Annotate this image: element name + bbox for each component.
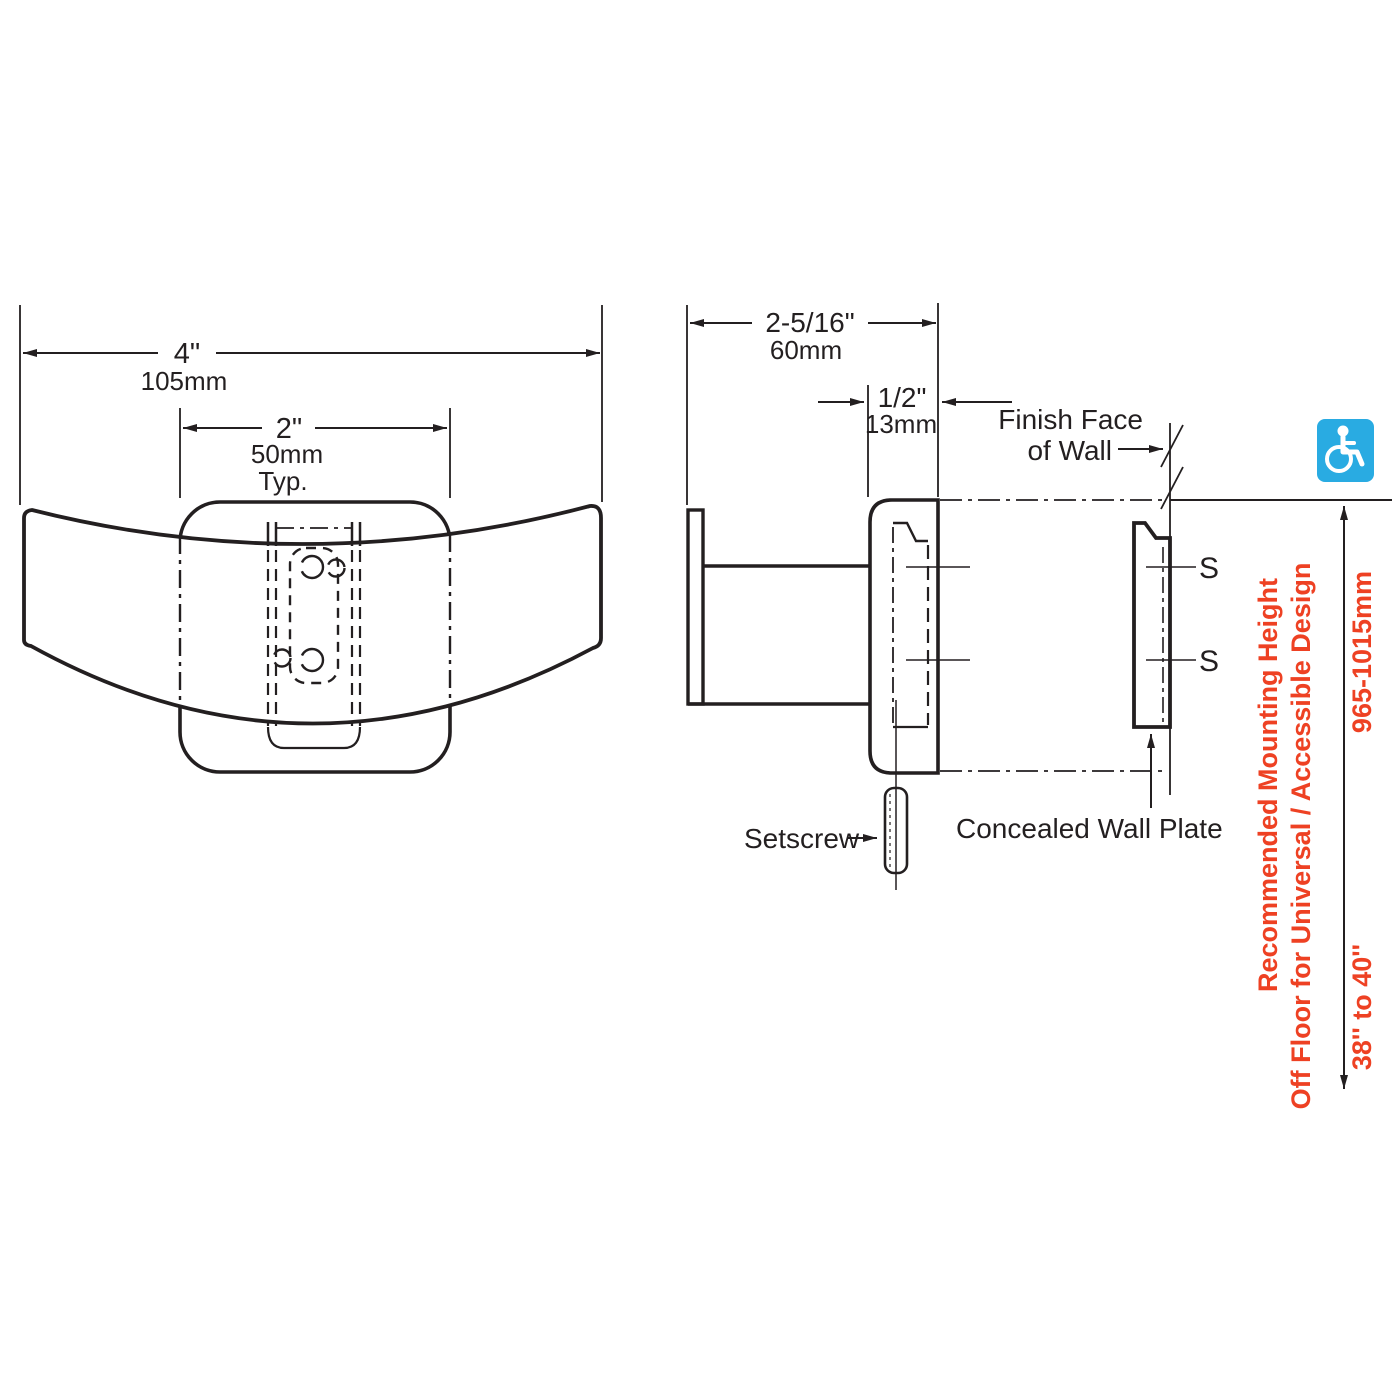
dim-plate-value: 2": [275, 413, 303, 445]
dim-plate-note: Typ.: [258, 466, 308, 496]
screw-mark-bottom: S: [1199, 645, 1220, 678]
mounting-note-line1: Recommended Mounting Height: [1253, 578, 1283, 992]
mounting-note-line2: Off Floor for Universal / Accessible Design: [1286, 562, 1316, 1110]
dim-width-metric: 105mm: [140, 366, 228, 396]
dim-depth-value: 2-5/16": [765, 307, 855, 338]
hook-wing-mask: [24, 506, 601, 724]
dim-escutcheon-value: 1/2": [877, 382, 927, 413]
wheelchair-accessibility-icon: [1317, 419, 1374, 482]
dim-escutcheon-metric: 13mm: [864, 409, 938, 439]
concealed-wall-plate: [1134, 523, 1196, 808]
finish-face-label-line2: of Wall: [1027, 435, 1112, 466]
dim-plate-metric: 50mm: [250, 439, 324, 469]
wall-hatch-mark: [1161, 425, 1183, 467]
dim-overall-width: [20, 305, 602, 505]
screw-mark-top: S: [1199, 552, 1220, 585]
mounting-range-inches: 38'' to 40'': [1347, 943, 1377, 1071]
hidden-plate-in-body: [893, 523, 928, 727]
finish-face-label-line1: Finish Face: [998, 404, 1143, 435]
mounting-range-mm: 965-1015mm: [1347, 570, 1377, 734]
concealed-wall-plate-label: Concealed Wall Plate: [956, 813, 1223, 844]
wall-hatch-mark: [1161, 467, 1183, 509]
front-view: [20, 305, 602, 772]
dim-width-value: 4": [173, 338, 201, 370]
hook-front-flange: [688, 510, 703, 704]
dim-depth-metric: 60mm: [769, 335, 843, 365]
setscrew-label: Setscrew: [744, 823, 860, 854]
